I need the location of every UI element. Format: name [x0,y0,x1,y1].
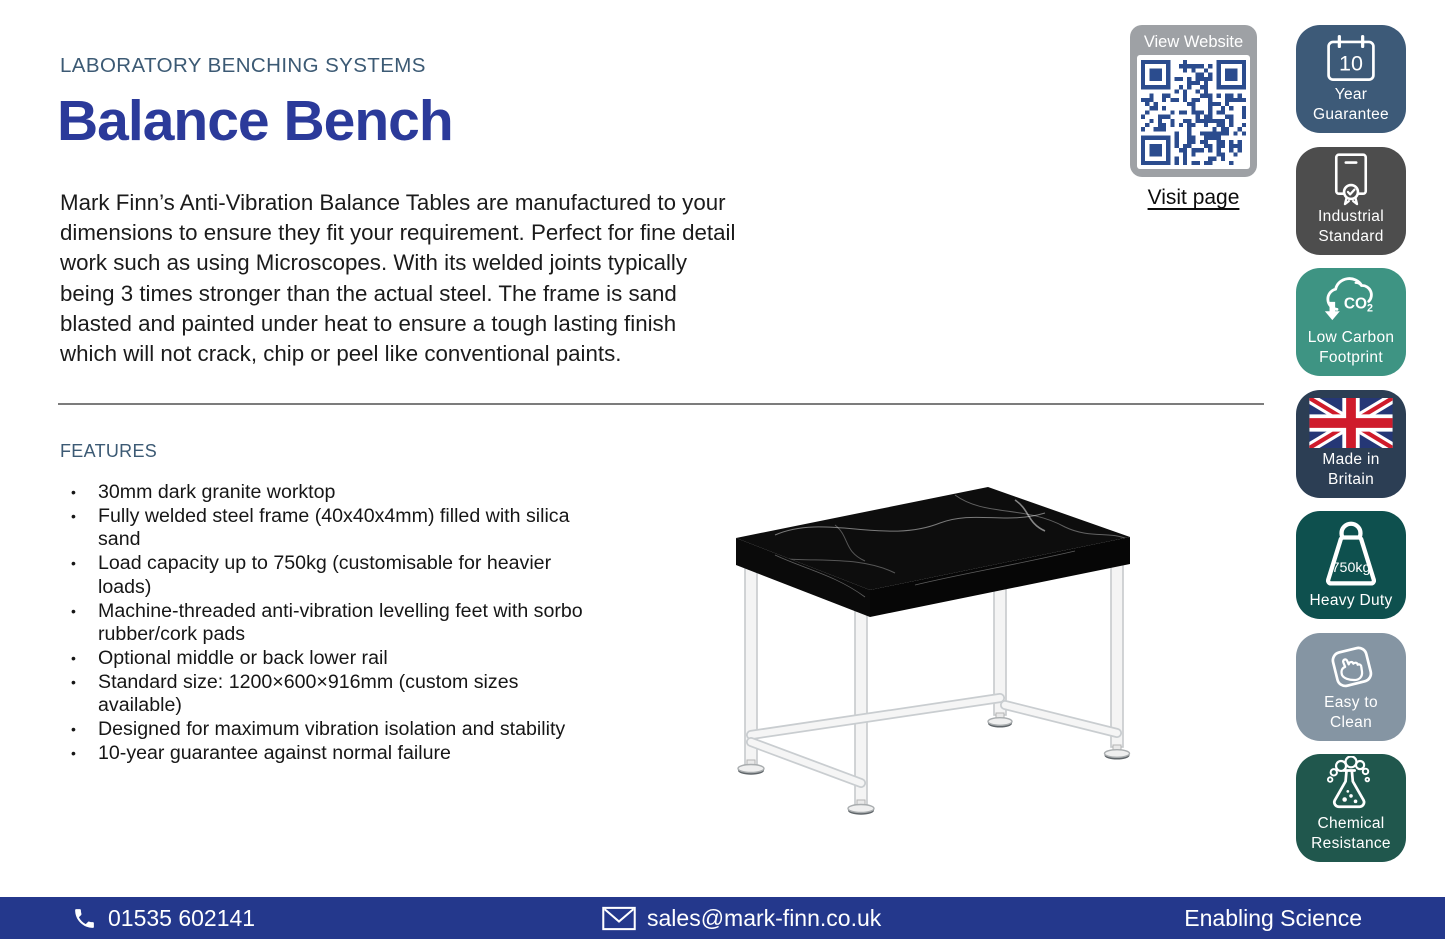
certification-badges [1296,25,1406,862]
feature-item: • Optional middle or back lower rail [71,646,388,669]
badge-label: Easy to [1324,693,1378,711]
svg-text:10: 10 [1339,51,1363,76]
badge-label: Chemical [1317,815,1385,833]
badge-label: Clean [1330,713,1372,731]
qr-code-image [1141,60,1246,165]
badge-chemical-resistance [1296,754,1406,862]
badge-label: Low Carbon [1307,329,1395,347]
bullet-marker: • [71,649,76,666]
svg-text:CO2: $CO_2$ [1343,295,1373,316]
badge-low-carbon [1296,268,1406,376]
product-description: Mark Finn’s Anti-Vibration Balance Tables are manufactured to your dimensions to ensure they fit your requirement. Perfect for fine detail work such as using Microscopes. With its welded joints typically being 3 times stronger than the actual steel. The frame is sand blasted and painted under heat to ensure a tough lasting finish which will not crack, chip or peel like conventional paints. [60,190,736,367]
badge-industrial-standard [1296,147,1406,255]
badge-label: Britain [1327,470,1375,488]
badge-made-in-britain [1296,390,1406,498]
bullet-marker: • [71,507,76,524]
page-title: Balance Bench [57,89,453,153]
email-address: sales@mark-finn.co.uk [647,904,882,931]
feature-item: • Designed for maximum vibration isolation and stability [71,718,566,741]
footer-tagline: Enabling Science [1184,904,1362,931]
footer-bar [0,897,1445,939]
features-heading: FEATURES [60,441,158,461]
phone-number: 01535 602141 [108,904,256,931]
feature-item: • Machine-threaded anti-vibration levelling feet with sorbo rubber/cork pads [71,599,583,646]
badge-label: Guarantee [1313,106,1389,124]
envelope-icon [602,906,636,931]
svg-text:750kg: 750kg [1331,559,1371,576]
badge-heavy-duty [1296,511,1406,619]
certificate-icon [1325,151,1377,207]
bullet-marker: • [71,555,76,572]
uk-flag-icon [1309,398,1393,448]
badge-label: Footprint [1319,349,1383,367]
bullet-marker: • [71,673,76,690]
section-divider [58,403,1264,405]
weight-icon [1311,519,1391,591]
bullet-marker: • [71,744,76,761]
badge-year-guarantee [1296,25,1406,133]
phone-icon [72,906,97,931]
qr-caption: View Website [1143,33,1244,51]
bullet-marker: • [71,721,76,738]
calendar-10-icon [1321,33,1381,85]
category-eyebrow: LABORATORY BENCHING SYSTEMS [60,54,426,77]
badge-label: Industrial [1318,207,1384,225]
feature-item: • 30mm dark granite worktop [71,481,336,503]
flask-icon [1321,756,1381,814]
email-link[interactable] [602,897,881,939]
wipe-hand-icon [1323,639,1379,693]
feature-item: • Load capacity up to 750kg (customisable for heavier loads) [71,552,552,598]
features-list [62,481,602,765]
bullet-marker: • [71,602,76,619]
feature-item: • 10-year guarantee against normal failure [71,741,451,764]
badge-label: Standard [1318,227,1384,245]
qr-panel [1130,25,1257,177]
phone-link[interactable] [72,897,255,939]
badge-label: Made in [1322,450,1380,468]
feature-item: • Standard size: 1200×600×916mm (custom sizes available) [71,670,519,717]
badge-label: Heavy Duty [1309,592,1393,610]
co2-cloud-icon [1320,272,1382,328]
bullet-marker: • [71,484,76,500]
qr-code [1137,55,1250,169]
badge-label: Resistance [1311,835,1391,853]
badge-easy-to-clean [1296,633,1406,741]
product-image-balance-bench [715,465,1160,825]
badge-label: Year [1334,86,1368,104]
feature-item: • Fully welded steel frame (40x40x4mm) filled with silica sand [71,504,570,551]
visit-page-link[interactable]: Visit page [1147,186,1240,209]
